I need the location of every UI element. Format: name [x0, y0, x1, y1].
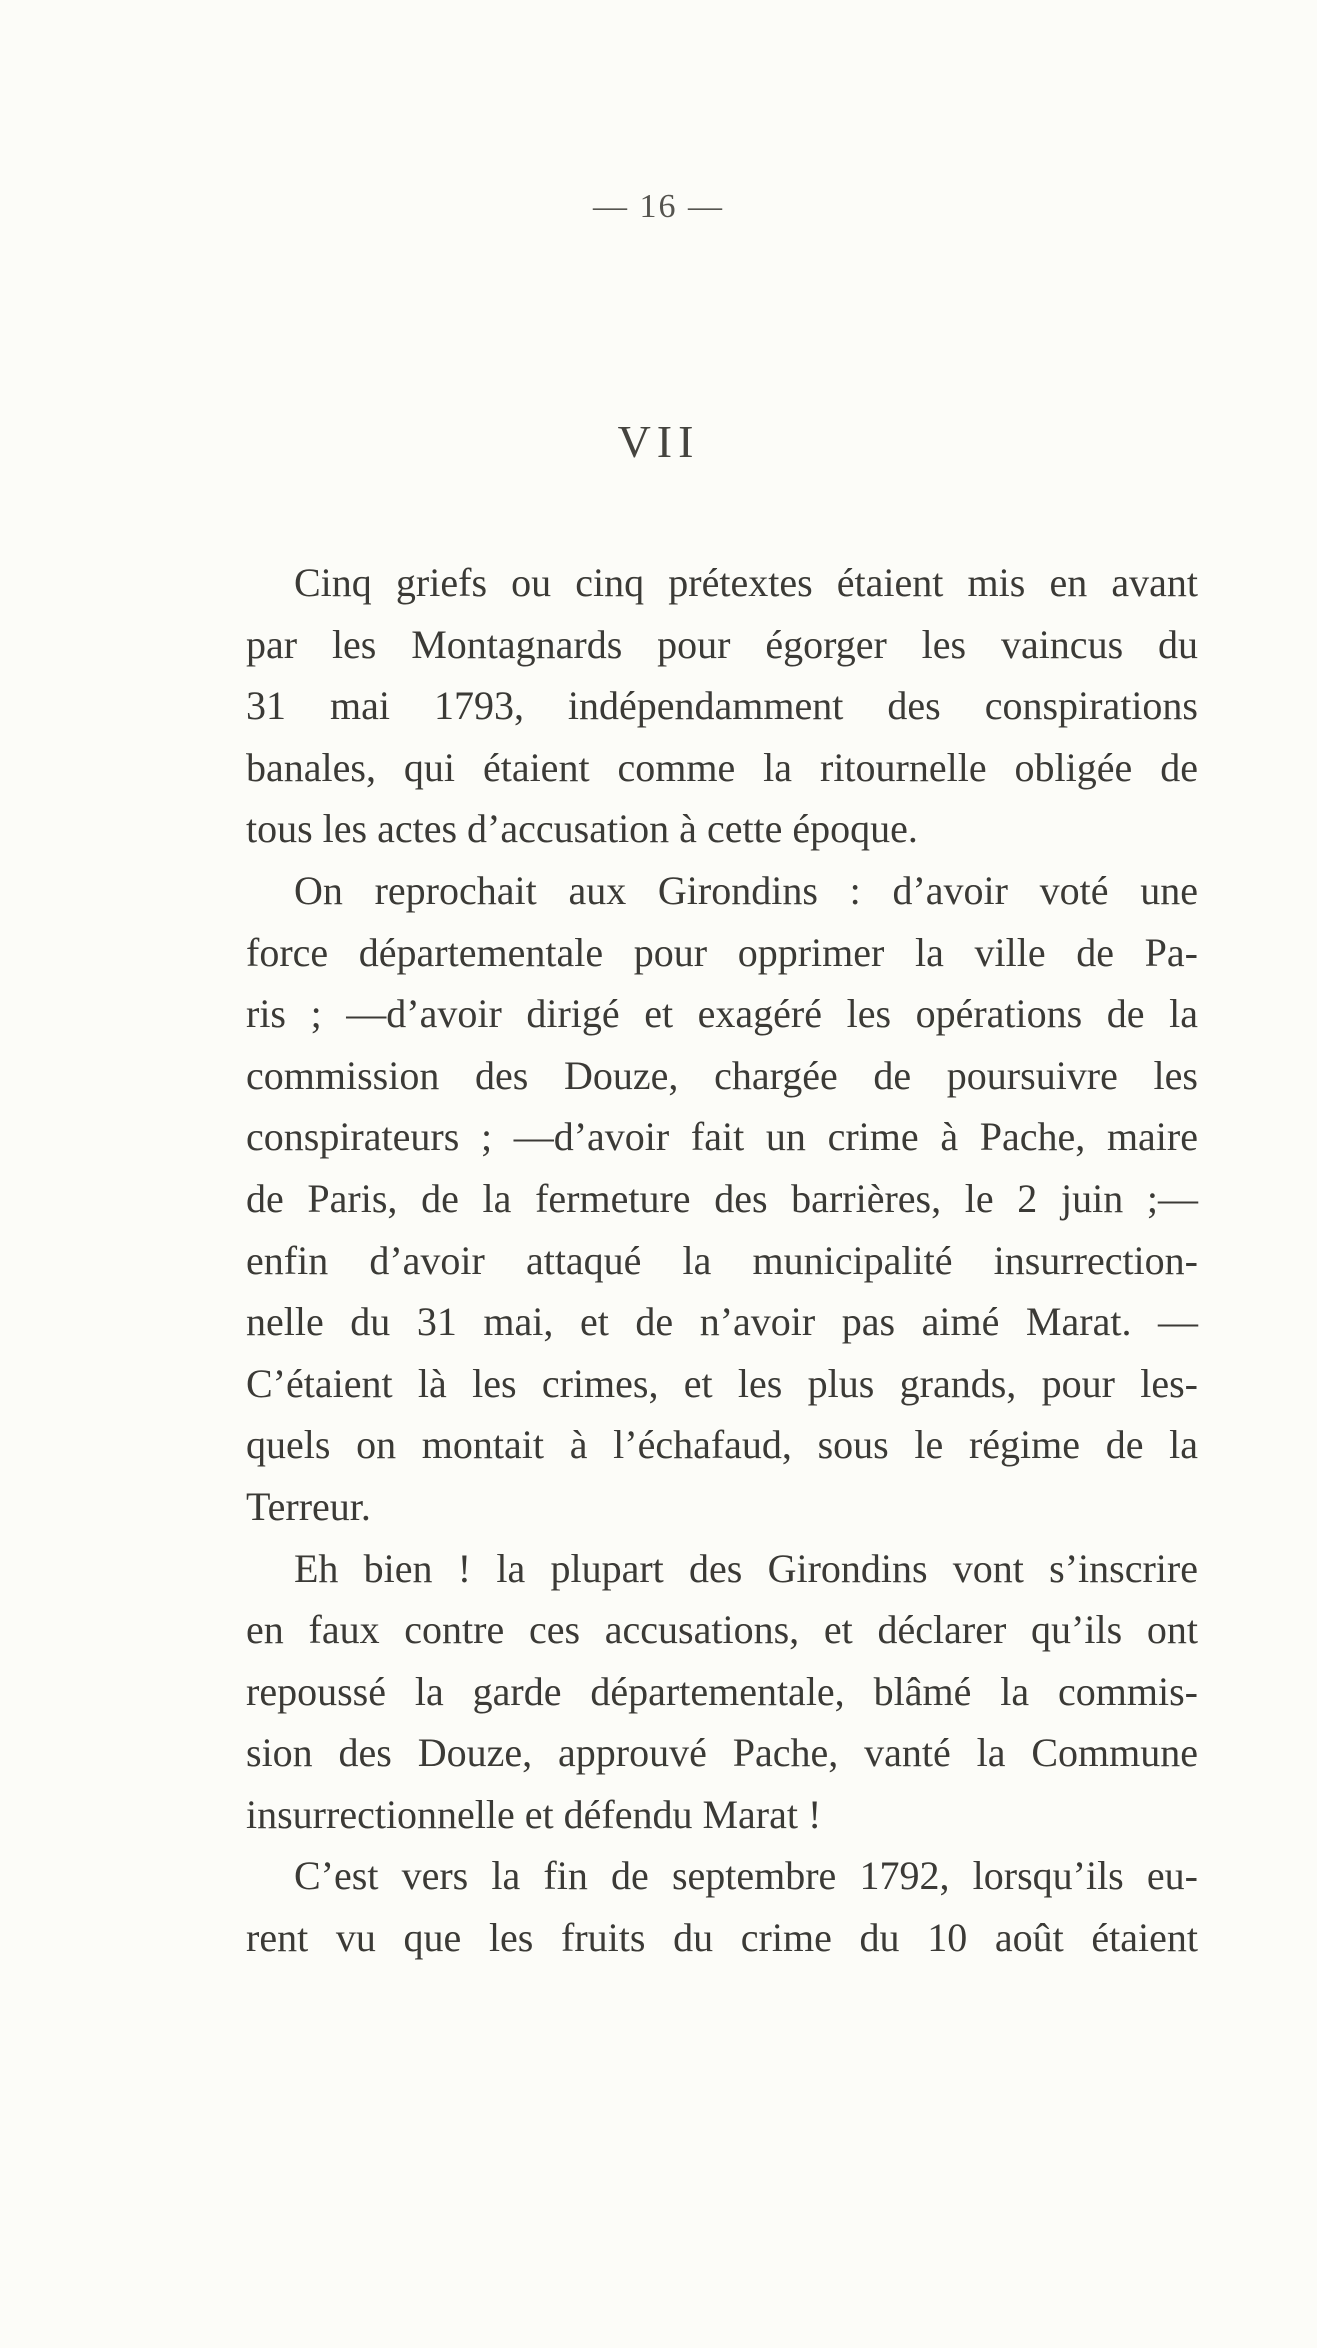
- text-line: de Paris, de la fermeture des barrières, le 2 juin ;—: [246, 1175, 1198, 1221]
- text-line: rent vu que les fruits du crime du 10 août étaient: [246, 1915, 1198, 1961]
- body-text: [246, 552, 1198, 1969]
- text-line: ris ; —d’avoir dirigé et exagéré les opérations de la: [246, 991, 1198, 1037]
- text-line: force départementale pour opprimer la ville de Pa-: [246, 929, 1198, 975]
- text-line: insurrectionnelle et défendu Marat !: [246, 1791, 822, 1837]
- text-line: tous les actes d’accusation à cette époque.: [246, 806, 918, 852]
- chapter-heading: VII: [617, 416, 700, 467]
- text-line: repoussé la garde départementale, blâmé la commis-: [246, 1668, 1198, 1714]
- text-line: nelle du 31 mai, et de n’avoir pas aimé Marat. —: [246, 1299, 1198, 1345]
- text-line: banales, qui étaient comme la ritournelle obligée de: [246, 744, 1198, 790]
- text-line: On reprochait aux Girondins : d’avoir voté une: [294, 867, 1198, 913]
- text-line: Eh bien ! la plupart des Girondins vont s’inscrire: [294, 1545, 1198, 1591]
- text-line: Terreur.: [246, 1483, 371, 1529]
- page-number: — 16 —: [593, 188, 724, 225]
- text-line: Cinq griefs ou cinq prétextes étaient mis en avant: [294, 560, 1198, 605]
- text-line: en faux contre ces accusations, et déclarer qu’ils ont: [246, 1607, 1198, 1653]
- text-line: quels on montait à l’échafaud, sous le régime de la: [246, 1422, 1198, 1468]
- text-line: commission des Douze, chargée de poursuivre les: [246, 1052, 1198, 1098]
- text-line: sion des Douze, approuvé Pache, vanté la Commune: [246, 1730, 1198, 1776]
- text-line: 31 mai 1793, indépendamment des conspirations: [246, 683, 1198, 729]
- text-line: par les Montagnards pour égorger les vaincus du: [246, 621, 1198, 667]
- text-line: C’étaient là les crimes, et les plus grands, pour les-: [246, 1360, 1198, 1406]
- text-line: conspirateurs ; —d’avoir fait un crime à Pache, maire: [246, 1114, 1198, 1160]
- text-line: C’est vers la fin de septembre 1792, lorsqu’ils eu-: [294, 1853, 1198, 1899]
- text-line: enfin d’avoir attaqué la municipalité insurrection-: [246, 1237, 1198, 1283]
